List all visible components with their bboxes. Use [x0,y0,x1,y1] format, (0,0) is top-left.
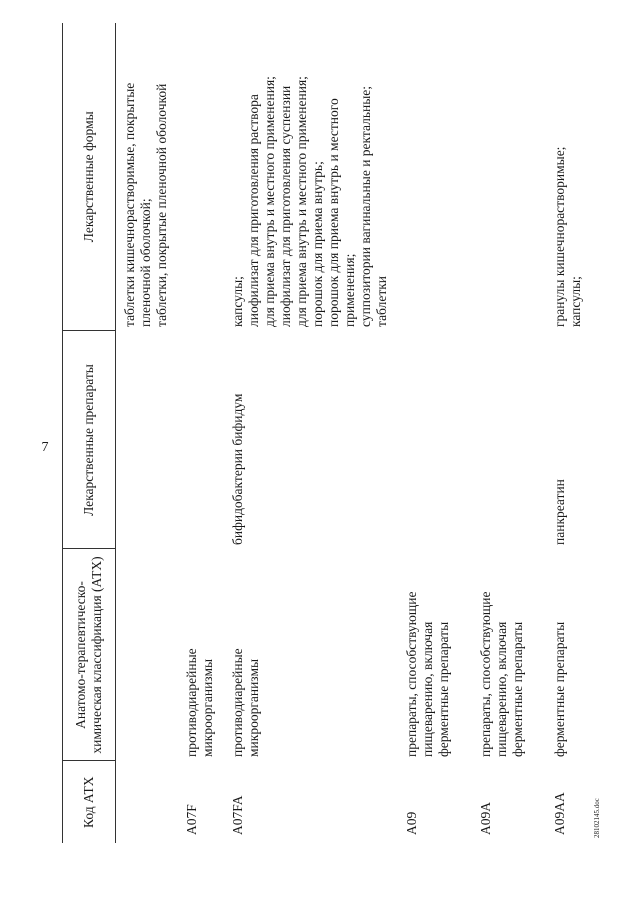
dosage-form-line: пленочной оболочкой; [138,198,153,327]
atc-code-cell [116,761,179,843]
drug-cell [116,331,179,549]
table-row [224,23,398,843]
document-table-rotated [62,23,602,843]
dosage-form-line: для приема внутрь и местного применения; [294,76,309,327]
dosage-form-line: порошок для приема внутрь; [310,161,325,327]
dosage-form-line: таблетки [374,275,389,327]
dosage-form-line: капсулы; [230,276,245,327]
atc-code-cell: A09 [404,811,419,835]
table-row [472,23,546,843]
header-forms: Лекарственные формы [63,23,116,331]
table-row [116,23,179,843]
atc-code-cell: A09A [478,802,493,835]
dosage-form-line: таблетки, покрытые пленочной оболочкой [154,83,169,327]
atc-code-cell: A07F [184,804,199,835]
dosage-form-line: капсулы; [568,276,583,327]
drug-cell [178,331,224,549]
drug-cell: бифидобактерии бифидум [230,393,245,545]
page-number: 7 [41,440,49,455]
atc-table [62,23,596,843]
classification-cell: ферментные препараты [552,621,567,757]
dosage-form-line: порошок для приема внутрь и местного [326,98,341,327]
classification-cell [116,549,179,761]
dosage-form-line: для приема внутрь и местного применения; [262,76,277,327]
classification-cell: противодиарейные микроорганизмы [230,648,261,757]
document-filename: 28102145.doc [593,798,601,838]
header-classification: Анатомо-терапевтическо-химическая классификация (АТХ) [63,549,116,761]
dosage-form-line: гранулы кишечнорастворимые; [552,146,567,327]
table-row [546,23,596,843]
atc-code-cell: A09AA [552,792,567,835]
dosage-form-line: применения; [342,253,357,327]
forms-cell [178,23,224,331]
dosage-form-line: лиофилизат для приготовления раствора [246,94,261,327]
forms-cell [224,23,398,331]
forms-cell [116,23,179,331]
header-atc-code: Код АТХ [63,761,116,843]
drug-cell [472,331,546,549]
dosage-form-line: таблетки кишечнорастворимые, покрытые [122,82,137,327]
table-body [116,23,597,843]
dosage-form-line: лиофилизат для приготовления суспензии [278,85,293,327]
table-row [178,23,224,843]
forms-cell [472,23,546,331]
dosage-form-line: суппозитории вагинальные и ректальные; [358,85,373,327]
header-drugs: Лекарственные препараты [63,331,116,549]
forms-cell [398,23,472,331]
classification-cell: препараты, способствующие пищеварению, включая ферментные препараты [404,591,451,757]
table-row [398,23,472,843]
classification-cell: противодиарейные микроорганизмы [184,648,215,757]
forms-cell [546,23,596,331]
atc-code-cell: A07FA [230,795,245,835]
table-header-row [63,23,116,843]
classification-cell: препараты, способствующие пищеварению, включая ферментные препараты [478,591,525,757]
drug-cell [398,331,472,549]
drug-cell: панкреатин [552,479,567,545]
